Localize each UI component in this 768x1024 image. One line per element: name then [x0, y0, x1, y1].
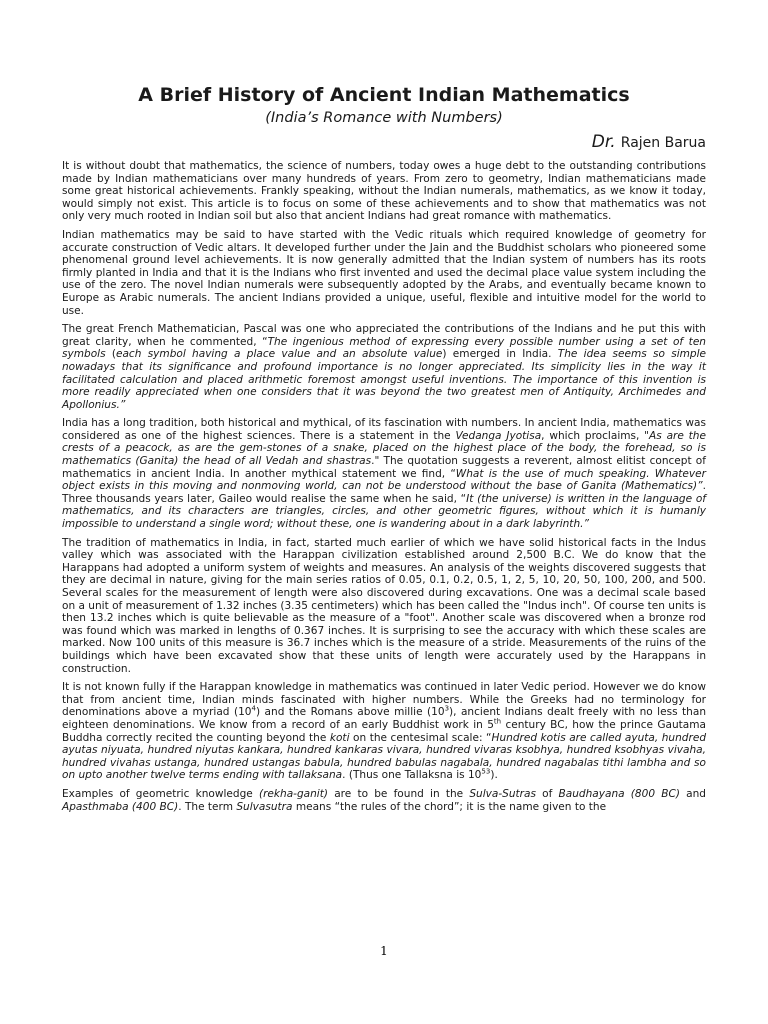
paragraph [62, 417, 706, 530]
text-run: . Three thousands years later, Gaileo would realise the same when he said, “ [62, 480, 706, 505]
author-name: Rajen Barua [620, 135, 706, 151]
italic-run: each symbol having a place value and an absolute value [115, 348, 443, 361]
italic-run: Sulvasutra [236, 800, 293, 813]
author-line [62, 131, 706, 154]
italic-run: As are the crests of a peacock, as are the gem-stones of a snake, placed on the highest place of the body, the forehead, so is mathematics (Ganita) the head of all Vedah and shastras [62, 429, 706, 468]
text-run: century BC, how the prince Gautama Buddha correctly recited the counting beyond the [62, 718, 706, 744]
italic-run: Hundred kotis are called ayuta, hundred ayutas niyuata, hundred niyutas kankara, hundred kankaras vivara, hundred vivaras ksobhya, hundred ksobhyas vivaha, hundred vivahas ustanga, hundred ustangas babula, hundred babulas nagabala, hundred nagabalas tithi lambha and so on upto another twelve terms ending with tallaksana [62, 731, 707, 782]
paragraph [62, 229, 706, 317]
italic-run: It (the universe) is written in the language of mathematics, and its characters are triangles, circles, and other geometric figures, without which it is humanly impossible to understand a single word; without these, one is wandering about in a dark labyrinth.” [62, 492, 706, 531]
page-subtitle: (India’s Romance with Numbers) [265, 110, 503, 126]
document-page [62, 82, 706, 813]
author-prefix: Dr. [591, 132, 616, 152]
italic-run: Baudhayana (800 BC) [558, 787, 680, 800]
text-run: It is without doubt that mathematics, the science of numbers, today owes a huge debt to the outstanding contributions made by Indian mathematicians over many hundreds of years. From zero to geometry, Indian mathematicians made some great historical achievements. Frankly speaking, without the Indian numerals, mathematics, as we know it today, would simply not exist. This article is to focus on some of these achievements and to show that mathematics was not only very much rooted in Indian soil but also that ancient Indians had great romance with mathematics. [62, 160, 706, 223]
text-run: ), ancient Indians dealt freely with no less than eighteen denominations. We know from a record of an early Buddhist work in 5 [62, 706, 707, 731]
page-title: A Brief History of Ancient Indian Mathematics [138, 84, 630, 106]
superscript: th [493, 717, 502, 726]
article-body [62, 160, 706, 813]
superscript: 3 [444, 704, 450, 713]
italic-run: (rekha-ganit) [258, 787, 328, 800]
paragraph [62, 681, 706, 782]
text-run: ( [105, 348, 116, 361]
text-run: on the centesimal scale: “ [349, 731, 492, 744]
paragraph [62, 788, 706, 813]
italic-run: The ingenious method of expressing every possible number using a set of ten symbols [62, 335, 706, 361]
italic-run: Sulva-Sutras [469, 787, 536, 800]
text-run: . The term [178, 800, 237, 813]
superscript: 4 [251, 704, 256, 713]
text-run: of [535, 787, 559, 800]
text-run: It is not known fully if the Harappan knowledge in mathematics was continued in later Vedic period. However we do know that from ancient time, Indian minds fascinated with higher numbers. While the Greeks had no terminology for denominations above a myriad (10 [62, 681, 706, 719]
text-run: are to be found in the [328, 787, 470, 800]
italic-run: What is the use of much speaking. Whatever object exists in this moving and nonmoving world, can not be understood without the base of Ganita (Mathematics)” [62, 467, 706, 493]
text-run: means “the rules of the chord”; it is the name given to the [292, 800, 607, 813]
text-run: and [679, 787, 707, 800]
text-run: , which proclaims, " [541, 429, 650, 442]
text-run: ). [490, 769, 498, 782]
text-run: India has a long tradition, both historical and mythical, of its fascination with numbers. In ancient India, mathematics was considered as one of the highest sciences. There is a statement in the [62, 417, 706, 442]
text-run: ." The quotation suggests a reverent, almost elitist concept of mathematics in ancient India. In another mythical statement we find, “ [62, 455, 706, 480]
text-run: ) and the Romans above millie (10 [255, 706, 445, 719]
italic-run: The idea seems so simple nowadays that its significance and profound importance is no longer appreciated. Its simplicity lies in the way it facilitated calculation and placed arithmetic foremost amongst useful inventions. The importance of this invention is more readily appreciated when one considers that it was beyond the two greatest men of Antiquity, Archimedes and Apollonius.” [62, 348, 707, 411]
italic-run: koti [329, 731, 350, 744]
italic-run: Apasthmaba (400 BC) [62, 800, 179, 813]
paragraph [62, 537, 706, 676]
text-run: ) emerged in India. [442, 348, 558, 361]
text-run: The great French Mathematician, Pascal was one who appreciated the contributions of the Indians and he put this with great clarity, when he commented, “ [62, 323, 706, 348]
text-run: The tradition of mathematics in India, in fact, started much earlier of which we have solid historical facts in the Indus valley which was associated with the Harappan civilization established around 2,500 B.C. We do know that the Harappans had adopted a uniform system of weights and measures. An analysis of the weights discovered suggests that they are decimal in nature, giving for the main series ratios of 0.05, 0.1, 0.2, 0.5, 1, 2, 5, 10, 20, 50, 100, 200, and 500. Several scales for the measurement of length were also discovered during excavations. One was a decimal scale based on a unit of measurement of 1.32 inches (3.35 centimeters) which has been called the "Indus inch". Of course ten units is then 13.2 inches which is quite believable as the measure of a "foot". Another scale was discovered when a bronze rod was found which was marked in lengths of 0.367 inches. It is surprising to see the accuracy with which these scales are marked. Now 100 units of this measure is 36.7 inches which is the measure of a stride. Measurements of the ruins of the buildings which have been excavated show that these units of length were accurately used by the Harappans in construction. [62, 536, 706, 675]
text-run: . (Thus one Tallaksna is 10 [342, 769, 482, 782]
page-number: 1 [380, 944, 388, 958]
italic-run: Vedanga Jyotisa [455, 429, 542, 442]
paragraph [62, 323, 706, 411]
paragraph [62, 160, 706, 223]
superscript: 53 [481, 767, 491, 776]
text-run: Examples of geometric knowledge [62, 787, 259, 800]
text-run: Indian mathematics may be said to have started with the Vedic rituals which required knowledge of geometry for accurate construction of Vedic altars. It developed further under the Jain and the Buddhist scholars who pioneered some phenomenal ground level achievements. It is now generally admitted that the Indian system of numbers has its roots firmly planted in India and that it is the Indians who first invented and used the decimal place value system including the use of the zero. The novel Indian numerals were subsequently adopted by the Arabs, and eventually became known to Europe as Arabic numerals. The ancient Indians provided a unique, useful, flexible and intuitive model for the world to use. [62, 228, 706, 317]
